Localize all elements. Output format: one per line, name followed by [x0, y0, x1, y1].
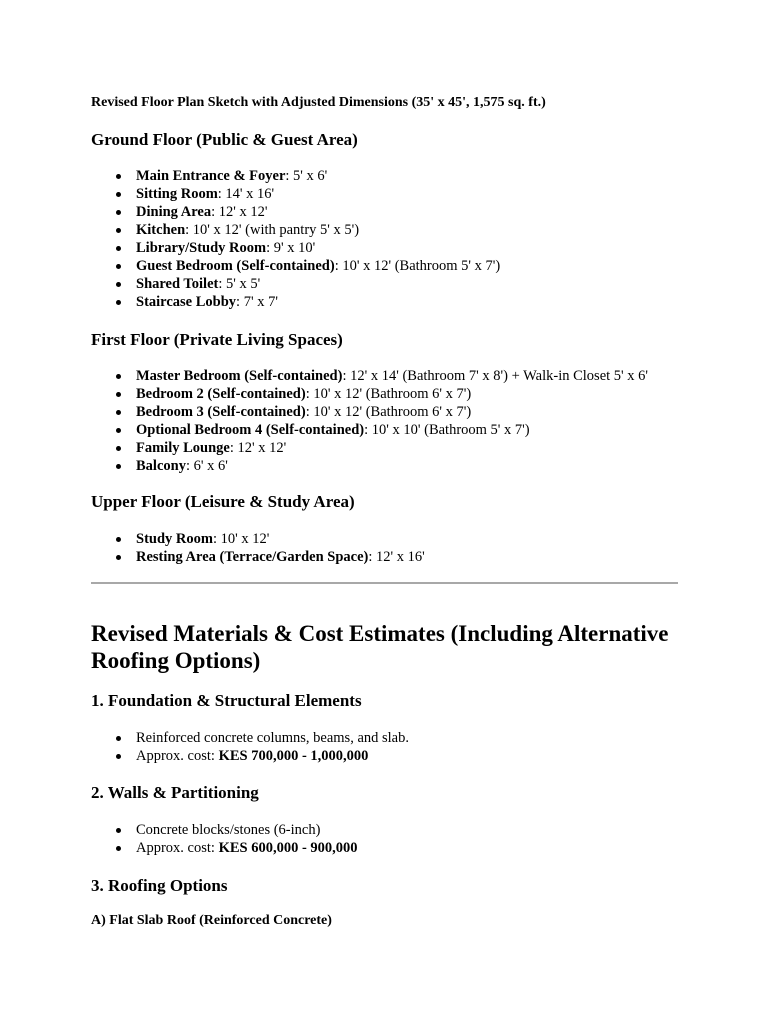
- list-item: [136, 293, 500, 311]
- horizontal-divider: [91, 582, 678, 584]
- room-name: Study Room: [136, 531, 213, 547]
- room-dims: : 12' x 14' (Bathroom 7' x 8') + Walk-in Closet 5' x 6': [342, 368, 649, 384]
- room-name: Bedroom 2 (Self-contained): [136, 386, 306, 402]
- list-item: [136, 839, 358, 857]
- room-dims: : 9' x 10': [266, 240, 316, 256]
- list-item: [136, 821, 358, 839]
- roofing-option-a: A) Flat Slab Roof (Reinforced Concrete): [91, 913, 332, 928]
- list-item: [136, 367, 648, 385]
- walls-list: [91, 821, 358, 857]
- room-name: Staircase Lobby: [136, 294, 237, 310]
- cost-label: Approx. cost:: [136, 748, 219, 764]
- room-dims: : 10' x 12' (Bathroom 5' x 7'): [334, 258, 501, 274]
- room-name: Family Lounge: [136, 440, 230, 456]
- room-dims: : 12' x 12': [229, 440, 287, 456]
- list-item: [136, 439, 648, 457]
- cost-value: KES 600,000 - 900,000: [218, 840, 358, 856]
- room-dims: : 5' x 5': [218, 276, 261, 292]
- list-item: [136, 203, 500, 221]
- room-name: Library/Study Room: [136, 240, 267, 256]
- list-item: [136, 729, 409, 747]
- list-item: [136, 403, 648, 421]
- list-item: [136, 221, 500, 239]
- foundation-desc: Reinforced concrete columns, beams, and slab.: [136, 730, 409, 746]
- list-item: [136, 530, 425, 548]
- upper-floor-list: [91, 530, 425, 566]
- room-dims: : 7' x 7': [236, 294, 278, 310]
- room-dims: : 10' x 12' (with pantry 5' x 5'): [185, 222, 360, 238]
- room-name: Shared Toilet: [136, 276, 219, 292]
- list-item: [136, 167, 500, 185]
- room-dims: : 14' x 16': [217, 186, 275, 202]
- upper-floor-heading: Upper Floor (Leisure & Study Area): [91, 492, 355, 511]
- room-dims: : 10' x 10' (Bathroom 5' x 7'): [364, 422, 530, 438]
- list-item: [136, 239, 500, 257]
- room-dims: : 12' x 16': [368, 549, 425, 565]
- list-item: [136, 185, 500, 203]
- room-name: Main Entrance & Foyer: [136, 168, 286, 184]
- walls-desc: Concrete blocks/stones (6-inch): [136, 822, 321, 838]
- ground-floor-heading: Ground Floor (Public & Guest Area): [91, 130, 358, 149]
- materials-heading: Revised Materials & Cost Estimates (Including Alternative Roofing Options): [91, 621, 669, 673]
- room-dims: : 5' x 6': [285, 168, 328, 184]
- list-item: [136, 257, 500, 275]
- cost-label: Approx. cost:: [136, 840, 219, 856]
- intro-heading: Revised Floor Plan Sketch with Adjusted Dimensions (35' x 45', 1,575 sq. ft.): [91, 95, 546, 110]
- list-item: [136, 457, 648, 475]
- cost-value: KES 700,000 - 1,000,000: [218, 748, 369, 764]
- room-name: Optional Bedroom 4 (Self-contained): [136, 422, 365, 438]
- room-name: Master Bedroom (Self-contained): [136, 368, 343, 384]
- room-name: Dining Area: [136, 204, 212, 220]
- room-dims: : 6' x 6': [185, 458, 228, 474]
- walls-heading: 2. Walls & Partitioning: [91, 783, 259, 802]
- room-name: Kitchen: [136, 222, 186, 238]
- roofing-heading: 3. Roofing Options: [91, 876, 228, 895]
- room-name: Resting Area (Terrace/Garden Space): [136, 549, 369, 565]
- room-name: Balcony: [136, 458, 186, 474]
- room-name: Sitting Room: [136, 186, 218, 202]
- room-name: Bedroom 3 (Self-contained): [136, 404, 306, 420]
- first-floor-list: [91, 367, 648, 475]
- list-item: [136, 421, 648, 439]
- foundation-list: [91, 729, 409, 765]
- list-item: [136, 548, 425, 566]
- room-dims: : 12' x 12': [211, 204, 268, 220]
- list-item: [136, 385, 648, 403]
- list-item: [136, 275, 500, 293]
- room-dims: : 10' x 12' (Bathroom 6' x 7'): [305, 404, 472, 420]
- room-name: Guest Bedroom (Self-contained): [136, 258, 335, 274]
- first-floor-heading: First Floor (Private Living Spaces): [91, 330, 343, 349]
- room-dims: : 10' x 12' (Bathroom 6' x 7'): [305, 386, 472, 402]
- foundation-heading: 1. Foundation & Structural Elements: [91, 691, 362, 710]
- ground-floor-list: [91, 167, 500, 311]
- list-item: [136, 747, 409, 765]
- room-dims: : 10' x 12': [212, 531, 270, 547]
